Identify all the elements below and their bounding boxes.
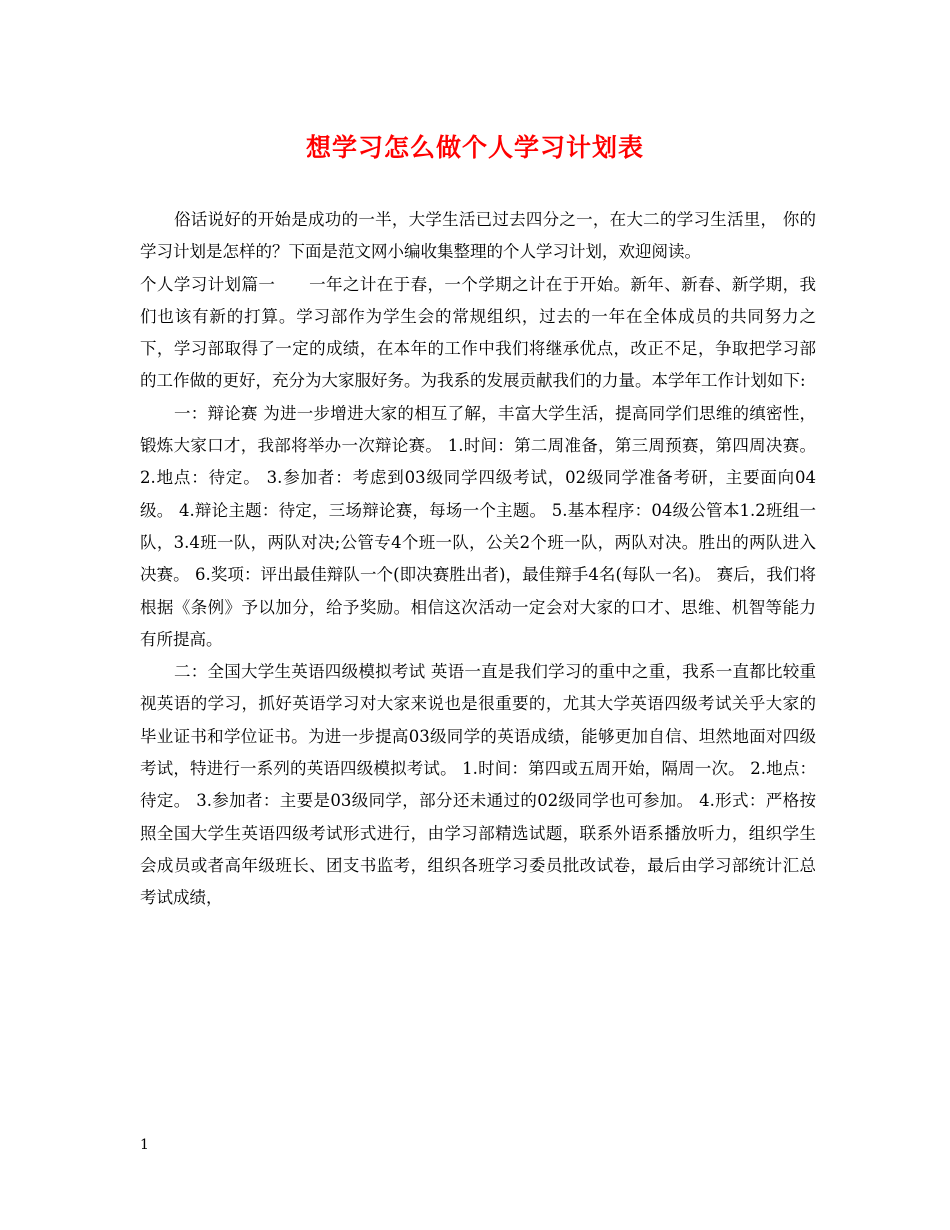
document-body <box>140 204 816 915</box>
intro-paragraph: 俗话说好的开始是成功的一半，大学生活已过去四分之一，在大二的学习生活里， 你的学习计划是怎样的？下面是范文网小编收集整理的个人学习计划，欢迎阅读。 <box>140 210 816 262</box>
document-title: 想学习怎么做个人学习计划表 <box>305 133 644 162</box>
plan-intro-paragraph: 个人学习计划篇一 一年之计在于春，一个学期之计在于开始。新年、新春、新学期，我们也该有新的打算。学习部作为学生会的常规组织，过去的一年在全体成员的共同努力之下，学习部取得了一定的成绩，在本年的工作中我们将继承优点，改正不足，争取把学习部的工作做的更好，充分为大家服好务。为我系的发展贡献我们的力量。本学年工作计划如下: <box>140 274 816 391</box>
page-number: 1 <box>140 1137 149 1153</box>
english-exam-section-paragraph: 二：全国大学生英语四级模拟考试 英语一直是我们学习的重中之重，我系一直都比较重视英语的学习，抓好英语学习对大家来说也是很重要的，尤其大学英语四级考试关乎大家的毕业证书和学位证书。为进一步提高03级同学的英语成绩，能够更加自信、坦然地面对四级考试，特进行一系列的英语四级模拟考试。 1.时间：第四或五周开始，隔周一次。 2.地点：待定。 3.参加者：主要是03级同学，部分还未通过的02级同学也可参加。 4.形式：严格按照全国大学生英语四级考试形式进行，由学习部精选试题，联系外语系播放听力，组织学生会成员或者高年级班长、团支书监考，组织各班学习委员批改试卷，最后由学习部统计汇总考试成绩， <box>140 662 816 908</box>
debate-section-paragraph: 一：辩论赛 为进一步增进大家的相互了解，丰富大学生活，提高同学们思维的缜密性，锻炼大家口才，我部将举办一次辩论赛。 1.时间：第二周准备，第三周预赛，第四周决赛。 2.地点：待定。 3.参加者：考虑到03级同学四级考试，02级同学准备考研，主要面向04级。 4.辩论主题：待定，三场辩论赛，每场一个主题。 5.基本程序：04级公管本1.2班组一队，3.4班一队，两队对决;公管专4个班一队，公关2个班一队，两队对决。胜出的两队进入决赛。 6.奖项：评出最佳辩队一个(即决赛胜出者)，最佳辩手4名(每队一名)。 赛后，我们将根据《条例》予以加分，给予奖励。相信这次活动一定会对大家的口才、思维、机智等能力有所提高。 <box>140 403 816 649</box>
